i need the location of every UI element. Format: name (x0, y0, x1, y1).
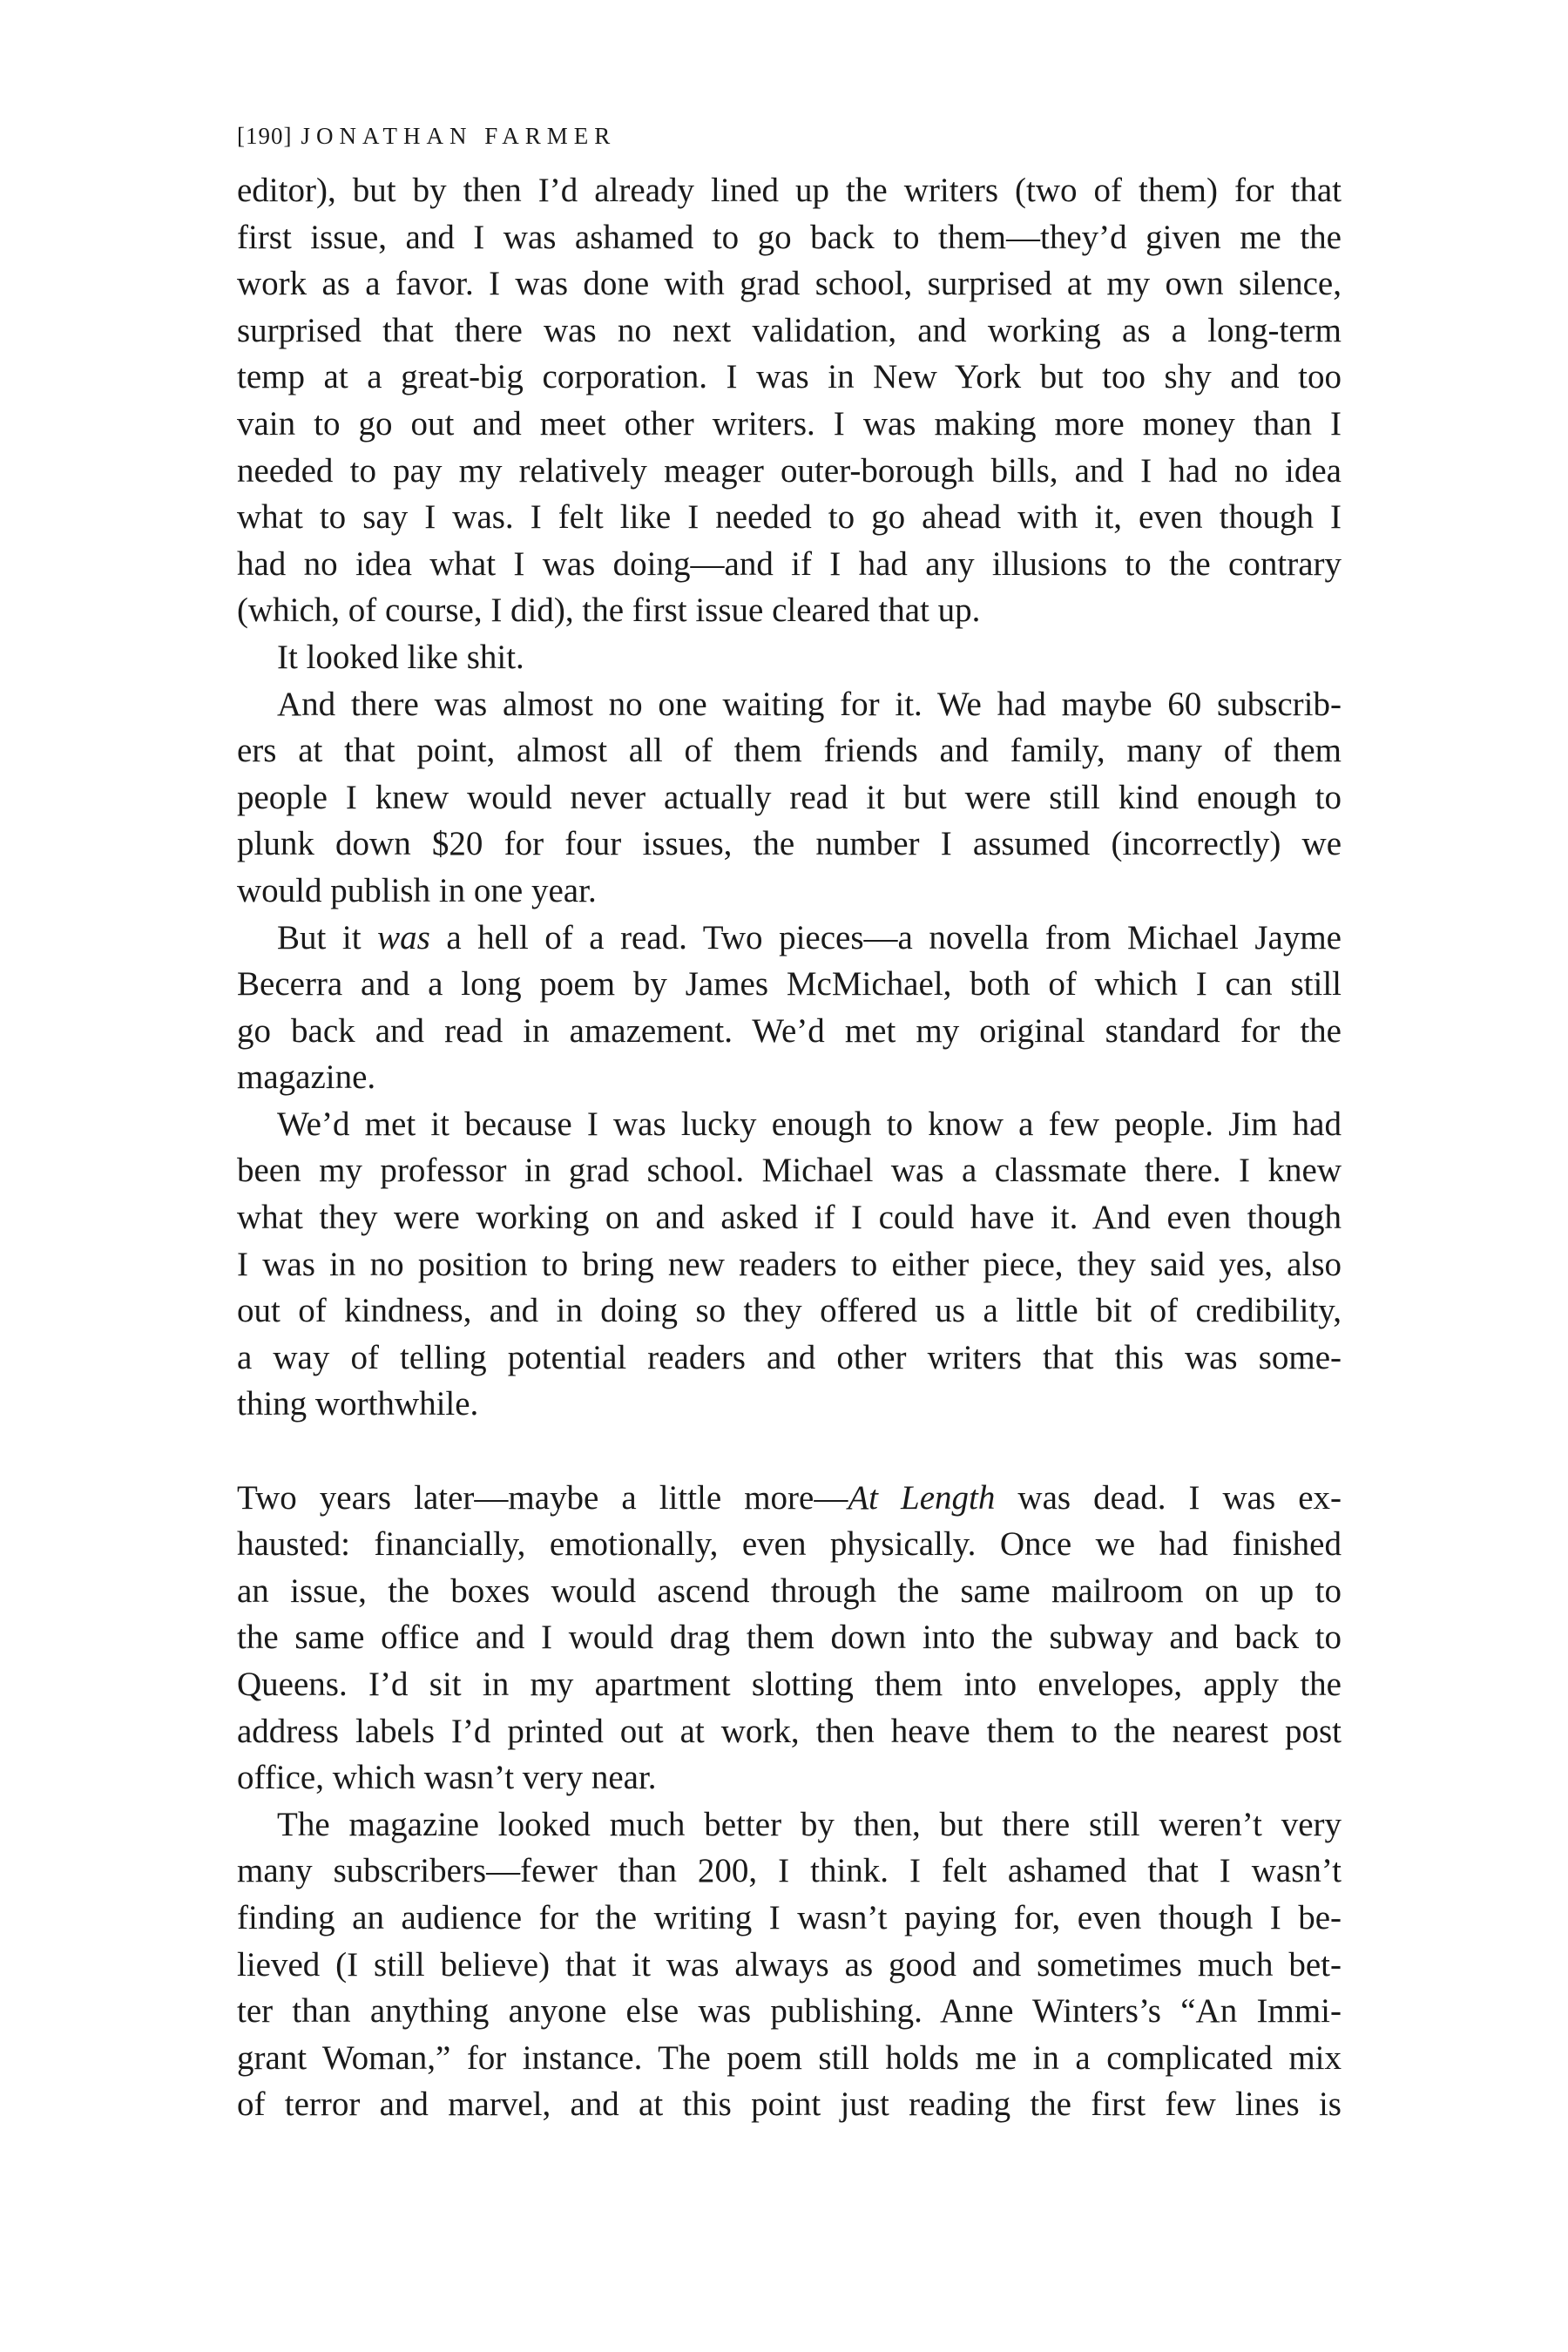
text-line: editor), but by then I’d already lined up the writers (two of them) for that (237, 172, 1342, 209)
body-text (237, 167, 1342, 2128)
text-line: had no idea what I was doing—and if I had any illusions to the contrary (237, 544, 1342, 583)
text-line: many subscribers—fewer than 200, I think. I felt ashamed that I wasn’t (237, 1852, 1342, 1890)
text-line: what they were working on and asked if I could have it. And even though (237, 1199, 1342, 1237)
text-line: And there was almost no one waiting for it. We had maybe 60 subscrib- (277, 685, 1342, 723)
text-line: out of kindness, and in doing so they offered us a little bit of credibility, (237, 1292, 1342, 1330)
text-line: The magazine looked much better by then, but there still weren’t very (277, 1805, 1342, 1843)
running-head (237, 120, 1342, 152)
text-line: go back and read in amazement. We’d met my original standard for the (237, 1011, 1342, 1050)
text-line: people I knew would never actually read it but were still kind enough to (237, 778, 1342, 816)
text-line: office, which wasn’t very near. (237, 1759, 657, 1797)
text-line: It looked like shit. (277, 638, 524, 676)
text-line: hausted: financially, emotionally, even physically. Once we had finished (237, 1525, 1342, 1564)
text-line: Becerra and a long poem by James McMichael, both of which I can still (237, 965, 1342, 1004)
text-line: Queens. I’d sit in my apartment slotting them into envelopes, apply the (237, 1666, 1342, 1703)
text-line: an issue, the boxes would ascend through the same mailroom on up to (237, 1571, 1342, 1610)
text-line: thing worthwhile. (237, 1385, 479, 1423)
text-line: a way of telling potential readers and other writers that this was some- (237, 1338, 1342, 1376)
text-line: the same office and I would drag them down into the subway and back to (237, 1619, 1342, 1657)
text-line: magazine. (237, 1058, 376, 1097)
text-line: surprised that there was no next validation, and working as a long-term (237, 311, 1342, 349)
text-line: would publish in one year. (237, 871, 597, 909)
page-number: [190] (237, 123, 293, 149)
text-line: work as a favor. I was done with grad school, surprised at my own silence, (237, 265, 1342, 303)
text-line: vain to go out and meet other writers. I was making more money than I (237, 404, 1342, 443)
text-line: finding an audience for the writing I wasn’t paying for, even though I be- (237, 1898, 1342, 1936)
text-line: of terror and marvel, and at this point just reading the first few lines is (237, 2085, 1342, 2124)
text-line: grant Woman,” for instance. The poem still holds me in a complicated mix (237, 2038, 1342, 2077)
text-line: needed to pay my relatively meager outer-borough bills, and I had no idea (237, 451, 1342, 490)
text-line: first issue, and I was ashamed to go back to them—they’d given me the (237, 218, 1342, 256)
book-page (237, 120, 1342, 2128)
text-line: ers at that point, almost all of them friends and family, many of them (237, 732, 1342, 770)
text-line: lieved (I still believe) that it was always as good and sometimes much bet- (237, 1945, 1342, 1984)
text-line: ter than anything anyone else was publishing. Anne Winters’s “An Immi- (237, 1992, 1342, 2031)
text-line: (which, of course, I did), the first issue cleared that up. (237, 591, 981, 630)
text-line: But it was a hell of a read. Two pieces—a novella from Michael Jayme (277, 918, 1342, 956)
text-line: I was in no position to bring new readers to either piece, they said yes, also (237, 1245, 1342, 1283)
section-break (237, 1428, 1342, 1475)
text-line: Two years later—maybe a little more—At Length was dead. I was ex- (237, 1478, 1342, 1517)
text-line: plunk down $20 for four issues, the number I assumed (incorrectly) we (237, 825, 1342, 863)
text-line: what to say I was. I felt like I needed to go ahead with it, even though I (237, 498, 1342, 537)
text-line: temp at a great-big corporation. I was in New York but too shy and too (237, 358, 1342, 396)
text-line: address labels I’d printed out at work, then heave them to the nearest post (237, 1712, 1342, 1750)
running-head-author: JONATHAN FARMER (301, 123, 617, 149)
text-line: We’d met it because I was lucky enough to know a few people. Jim had (277, 1105, 1342, 1143)
text-line: been my professor in grad school. Michael was a classmate there. I knew (237, 1152, 1342, 1190)
